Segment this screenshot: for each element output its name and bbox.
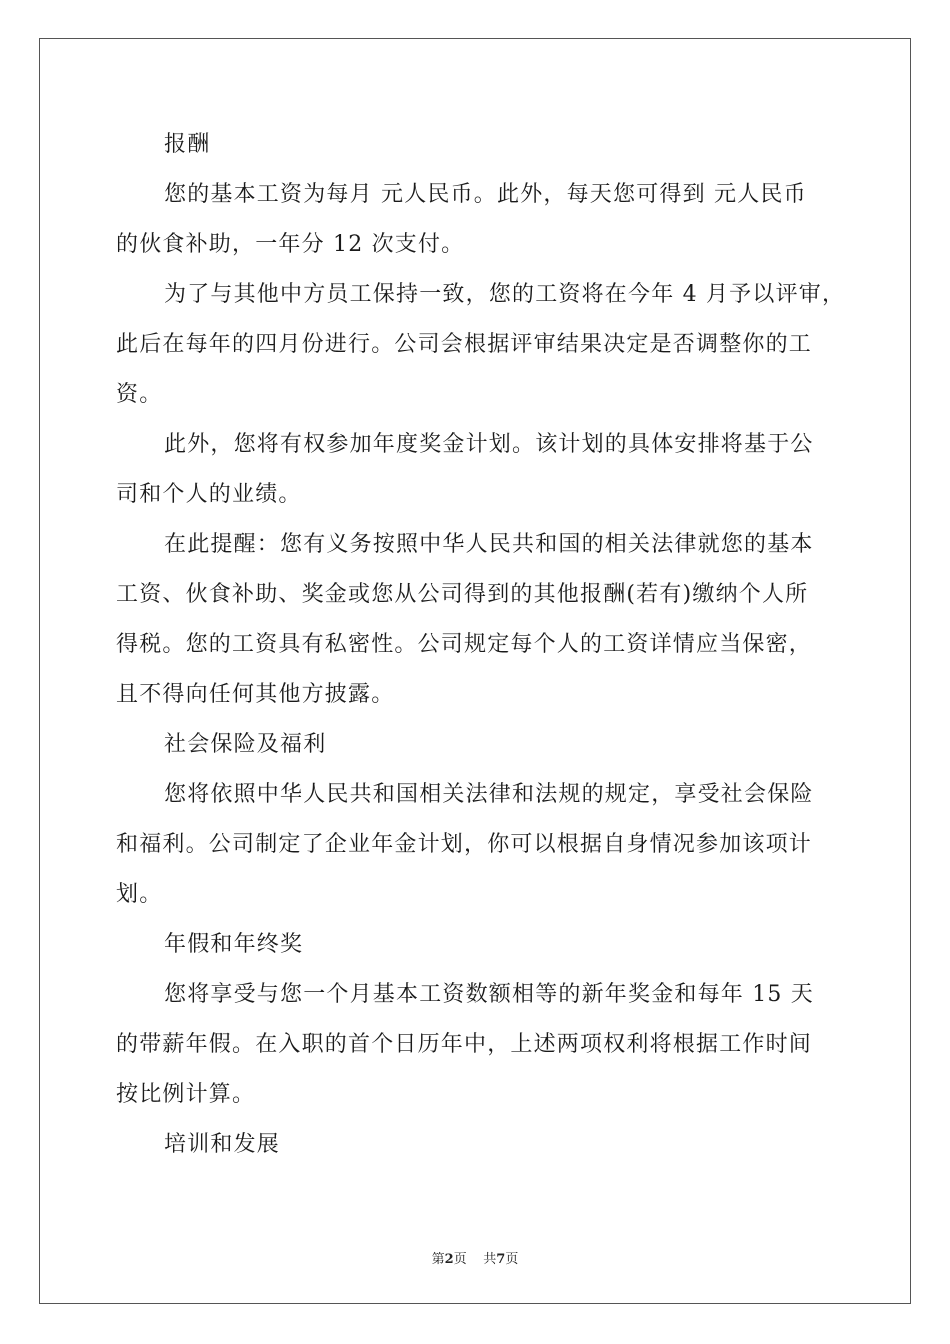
paragraph-line: 您的基本工资为每月 元人民币。此外，每天您可得到 元人民币 — [164, 182, 807, 207]
paragraph-line: 和福利。公司制定了企业年金计划，你可以根据自身情况参加该项计 — [116, 832, 813, 857]
footer-page-number: 2 — [444, 1252, 454, 1267]
footer-total-suffix: 页 — [505, 1252, 519, 1267]
paragraph-line: 此后在每年的四月份进行。公司会根据评审结果决定是否调整你的工 — [116, 332, 813, 357]
paragraph-line: 司和个人的业绩。 — [116, 482, 302, 507]
paragraph-line: 资。 — [116, 382, 163, 407]
footer-total-prefix: 共 — [483, 1252, 497, 1267]
document-body — [116, 120, 846, 1170]
section-heading-annual-leave: 年假和年终奖 — [164, 932, 304, 957]
paragraph-line: 您将享受与您一个月基本工资数额相等的新年奖金和每年 15 天 — [164, 982, 814, 1007]
paragraph-line: 您将依照中华人民共和国相关法律和法规的规定，享受社会保险 — [164, 782, 814, 807]
footer-total-number: 7 — [496, 1252, 506, 1267]
page-footer — [0, 1248, 950, 1267]
paragraph-line: 此外，您将有权参加年度奖金计划。该计划的具体安排将基于公 — [164, 432, 814, 457]
paragraph-line: 为了与其他中方员工保持一致，您的工资将在今年 4 月予以评审， — [164, 282, 846, 307]
paragraph-line: 工资、伙食补助、奖金或您从公司得到的其他报酬(若有)缴纳个人所 — [116, 582, 809, 607]
section-heading-social-insurance: 社会保险及福利 — [164, 732, 327, 757]
paragraph-line: 的带薪年假。在入职的首个日历年中，上述两项权利将根据工作时间 — [116, 1032, 813, 1057]
footer-page-suffix: 页 — [453, 1252, 467, 1267]
paragraph-line: 得税。您的工资具有私密性。公司规定每个人的工资详情应当保密， — [116, 632, 813, 657]
section-heading-training: 培训和发展 — [164, 1132, 281, 1157]
paragraph-line: 按比例计算。 — [116, 1082, 256, 1107]
paragraph-line: 划。 — [116, 882, 163, 907]
paragraph-line: 且不得向任何其他方披露。 — [116, 682, 395, 707]
footer-page-prefix: 第 — [431, 1252, 445, 1267]
paragraph-line: 的伙食补助，一年分 12 次支付。 — [116, 232, 465, 257]
paragraph-line: 在此提醒：您有义务按照中华人民共和国的相关法律就您的基本 — [164, 532, 814, 557]
section-heading-compensation: 报酬 — [164, 132, 211, 157]
